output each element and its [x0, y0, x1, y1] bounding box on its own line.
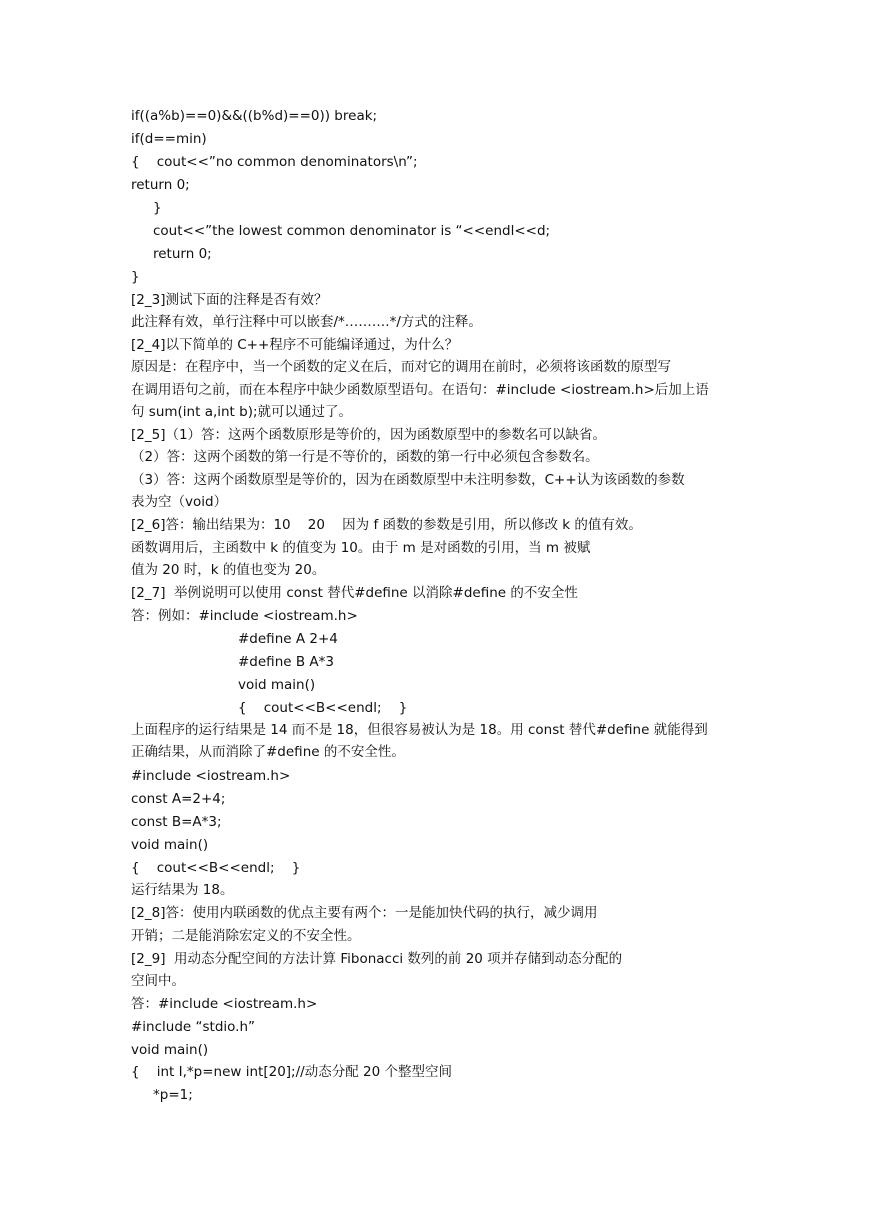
answer-2-4-line-3: 句 sum(int a,int b);就可以通过了。 — [131, 404, 353, 420]
answer-2-7-explanation-1: 上面程序的运行结果是 14 而不是 18，但很容易被认为是 18。用 const 替代#define 就能得到 — [131, 722, 708, 738]
answer-2-7-cout: { cout<<B<<endl; } — [238, 700, 408, 716]
answer-2-9-assign-p: *p=1; — [153, 1087, 193, 1103]
code-line-final-brace: } — [131, 269, 140, 285]
code-line-cout-b: { cout<<B<<endl; } — [131, 860, 301, 876]
answer-2-8-line-1: [2_8]答：使用内联函数的优点主要有两个：一是能加快代码的执行，减少调用 — [131, 905, 598, 921]
code-line-break-condition: if((a%b)==0)&&((b%d)==0)) break; — [131, 108, 378, 124]
answer-2-7-define-a: #define A 2+4 — [238, 631, 338, 647]
answer-2-5-line-1: [2_5]（1）答：这两个函数原形是等价的，因为函数原型中的参数名可以缺省。 — [131, 427, 607, 443]
answer-2-7-explanation-2: 正确结果，从而消除了#define 的不安全性。 — [131, 744, 405, 760]
code-line-return-0-indented: return 0; — [153, 246, 212, 262]
answer-2-6-line-3: 值为 20 时，k 的值也变为 20。 — [131, 562, 326, 578]
code-line-cout-lowest: cout<<”the lowest common denominator is “<<endl<<d; — [153, 223, 551, 239]
code-line-return-0: return 0; — [131, 177, 190, 193]
answer-2-9-new-int: { int I,*p=new int[20];//动态分配 20 个整型空间 — [131, 1064, 452, 1080]
code-line-const-b: const B=A*3; — [131, 814, 222, 830]
code-line-void-main: void main() — [131, 837, 209, 853]
code-line-cout-no-common: { cout<<”no common denominators\n”; — [131, 154, 418, 170]
answer-2-7-example-include: 答：例如：#include <iostream.h> — [131, 608, 358, 624]
answer-2-9-include-stdio: #include “stdio.h” — [131, 1019, 256, 1035]
code-line-close-brace: } — [153, 200, 162, 216]
answer-2-5-line-4: 表为空（void） — [131, 494, 228, 510]
answer-2-6-line-1: [2_6]答：输出结果为：10 20 因为 f 函数的参数是引用，所以修改 k 的值有效。 — [131, 517, 642, 533]
question-2-3-heading: [2_3]测试下面的注释是否有效？ — [131, 292, 328, 308]
answer-2-4-line-2: 在调用语句之前，而在本程序中缺少函数原型语句。在语句：#include <iostream.h>后加上语 — [131, 382, 709, 398]
question-2-9-line-1: [2_9] 用动态分配空间的方法计算 Fibonacci 数列的前 20 项并存储到动态分配的 — [131, 951, 623, 967]
question-2-4-heading: [2_4]以下简单的 C++程序不可能编译通过，为什么？ — [131, 337, 459, 353]
answer-2-9-include-iostream: 答：#include <iostream.h> — [131, 996, 318, 1012]
answer-2-4-line-1: 原因是：在程序中，当一个函数的定义在后，而对它的调用在前时，必须将该函数的原型写 — [131, 359, 671, 375]
code-line-include-iostream: #include <iostream.h> — [131, 768, 291, 784]
answer-2-3: 此注释有效，单行注释中可以嵌套/*……….*/方式的注释。 — [131, 314, 482, 330]
answer-2-8-line-2: 开销；二是能消除宏定义的不安全性。 — [131, 928, 361, 944]
answer-2-7-result: 运行结果为 18。 — [131, 882, 234, 898]
answer-2-6-line-2: 函数调用后，主函数中 k 的值变为 10。由于 m 是对函数的引用，当 m 被赋 — [131, 540, 591, 556]
answer-2-5-line-3: （3）答：这两个函数原型是等价的，因为在函数原型中未注明参数，C++认为该函数的参数 — [131, 472, 685, 488]
question-2-7-heading: [2_7] 举例说明可以使用 const 替代#define 以消除#define 的不安全性 — [131, 585, 578, 601]
answer-2-9-void-main: void main() — [131, 1042, 209, 1058]
code-line-if-min: if(d==min) — [131, 131, 207, 147]
question-2-9-line-2: 空间中。 — [131, 973, 185, 989]
answer-2-7-define-b: #define B A*3 — [238, 654, 334, 670]
answer-2-5-line-2: （2）答：这两个函数的第一行是不等价的，函数的第一行中必须包含参数名。 — [131, 449, 599, 465]
answer-2-7-void-main: void main() — [238, 677, 316, 693]
code-line-const-a: const A=2+4; — [131, 791, 226, 807]
